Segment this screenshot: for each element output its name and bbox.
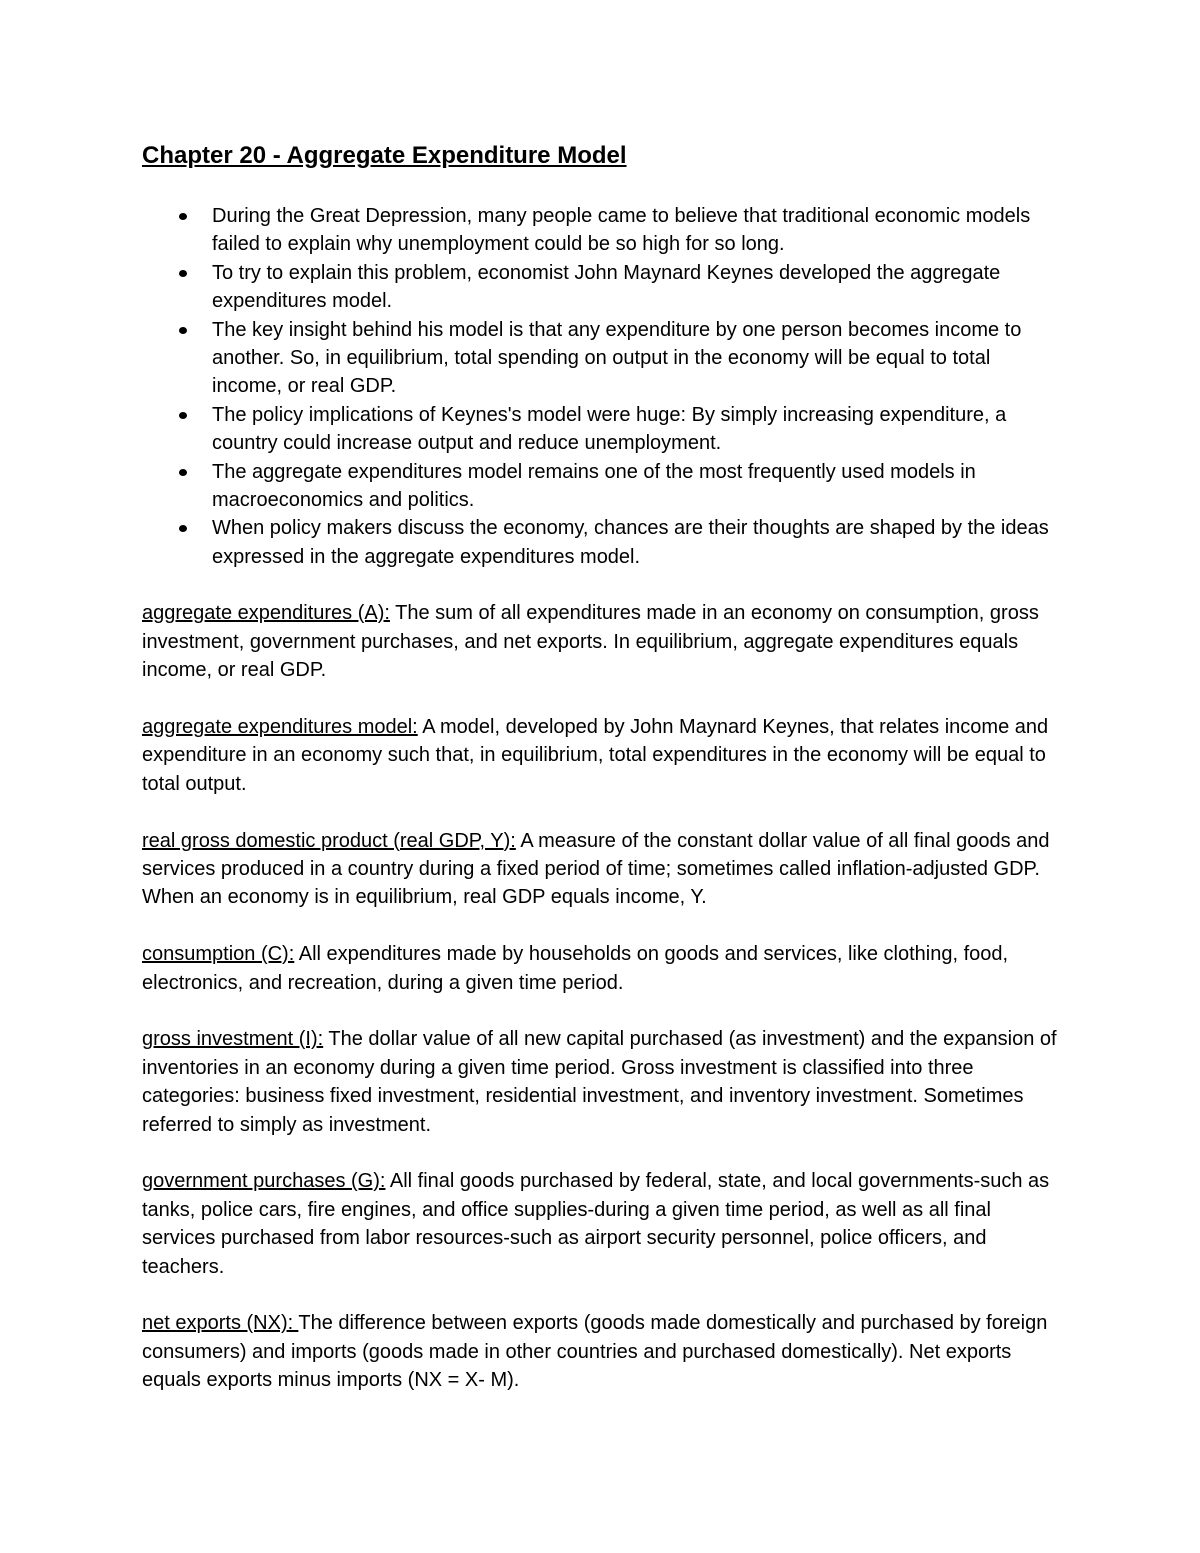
term-definition: A measure of the constant dollar value of all final goods and services produced in a country during a fixed period of time; sometimes called inflation-adjusted GDP. When an economy is in equilibrium, real GDP equals income, Y. [142,829,1050,909]
term-definition: All expenditures made by households on goods and services, like clothing, food, electronics, and recreation, during a given time period. [142,943,1009,994]
term-name: aggregate expenditures model: [142,715,418,738]
bullet-text: During the Great Depression, many people came to believe that traditional economic models failed to explain why unemployment could be so high for so long. [212,205,1031,256]
term-definition: The sum of all expenditures made in an economy on consumption, gross investment, government purchases, and net exports. In equilibrium, aggregate expenditures equals income, or real GDP. [142,602,1039,682]
definition-net-exports [142,1309,1062,1394]
definition-real-gdp [142,827,1062,912]
term-definition: The difference between exports (goods made domestically and purchased by foreign consumers) and imports (goods made in other countries and purchased domestically). Net exports equals exports minus imports (NX = X- M). [142,1312,1048,1392]
definition-gross-investment [142,1025,1062,1139]
definition-aggregate-expenditures-model [142,713,1062,798]
term-name: real gross domestic product (real GDP, Y): [142,829,516,852]
bullet-dot-icon [179,270,187,277]
bullet-text: To try to explain this problem, economist John Maynard Keynes developed the aggregate expenditures model. [212,261,1001,313]
definition-consumption [142,940,1062,997]
term-definition: A model, developed by John Maynard Keynes, that relates income and expenditure in an economy such that, in equilibrium, total expenditures in the economy will be equal to total output. [142,715,1049,795]
bullet-dot-icon [179,525,187,532]
bullet-item [142,259,1062,316]
bullet-text: The aggregate expenditures model remains one of the most frequently used models in macroeconomics and politics. [212,460,976,512]
definition-government-purchases [142,1167,1062,1281]
page-title: Chapter 20 - Aggregate Expenditure Model [142,142,627,169]
bullet-text: The key insight behind his model is that any expenditure by one person becomes income to another. So, in equilibrium, total spending on output in the economy will be equal to total income, or real GDP. [212,318,1022,398]
bullet-item [142,458,1062,515]
bullet-dot-icon [179,213,187,220]
term-definition: The dollar value of all new capital purchased (as investment) and the expansion of inventories in an economy during a given time period. Gross investment is classified into three categories: business fixed investment, residential investment, and inventory investment. Sometimes referred to simply as investment. [142,1028,1057,1136]
term-name: consumption (C): [142,943,295,966]
bullet-text: When policy makers discuss the economy, chances are their thoughts are shaped by the ideas expressed in the aggregate expenditures model. [212,517,1049,568]
bullet-item [142,514,1062,571]
term-name: gross investment (I): [142,1028,324,1051]
term-definition: All final goods purchased by federal, state, and local governments-such as tanks, police cars, fire engines, and office supplies-during a given time period, as well as all final services purchased from labor resources-such as airport security personnel, police officers, and teachers. [142,1170,1050,1278]
bullet-dot-icon [179,327,187,334]
term-name: net exports (NX): [142,1312,299,1335]
document-page [142,140,1062,1423]
bullet-item [142,401,1062,458]
term-name: government purchases (G): [142,1170,386,1193]
bullet-dot-icon [179,412,187,419]
bullet-text: The policy implications of Keynes's model were huge: By simply increasing expenditure, a country could increase output and reduce unemployment. [212,403,1007,455]
definition-aggregate-expenditures [142,599,1062,684]
bullet-item [142,316,1062,401]
bullet-list [142,202,1062,571]
bullet-dot-icon [179,469,187,476]
bullet-item [142,202,1062,259]
term-name: aggregate expenditures (A): [142,602,390,625]
